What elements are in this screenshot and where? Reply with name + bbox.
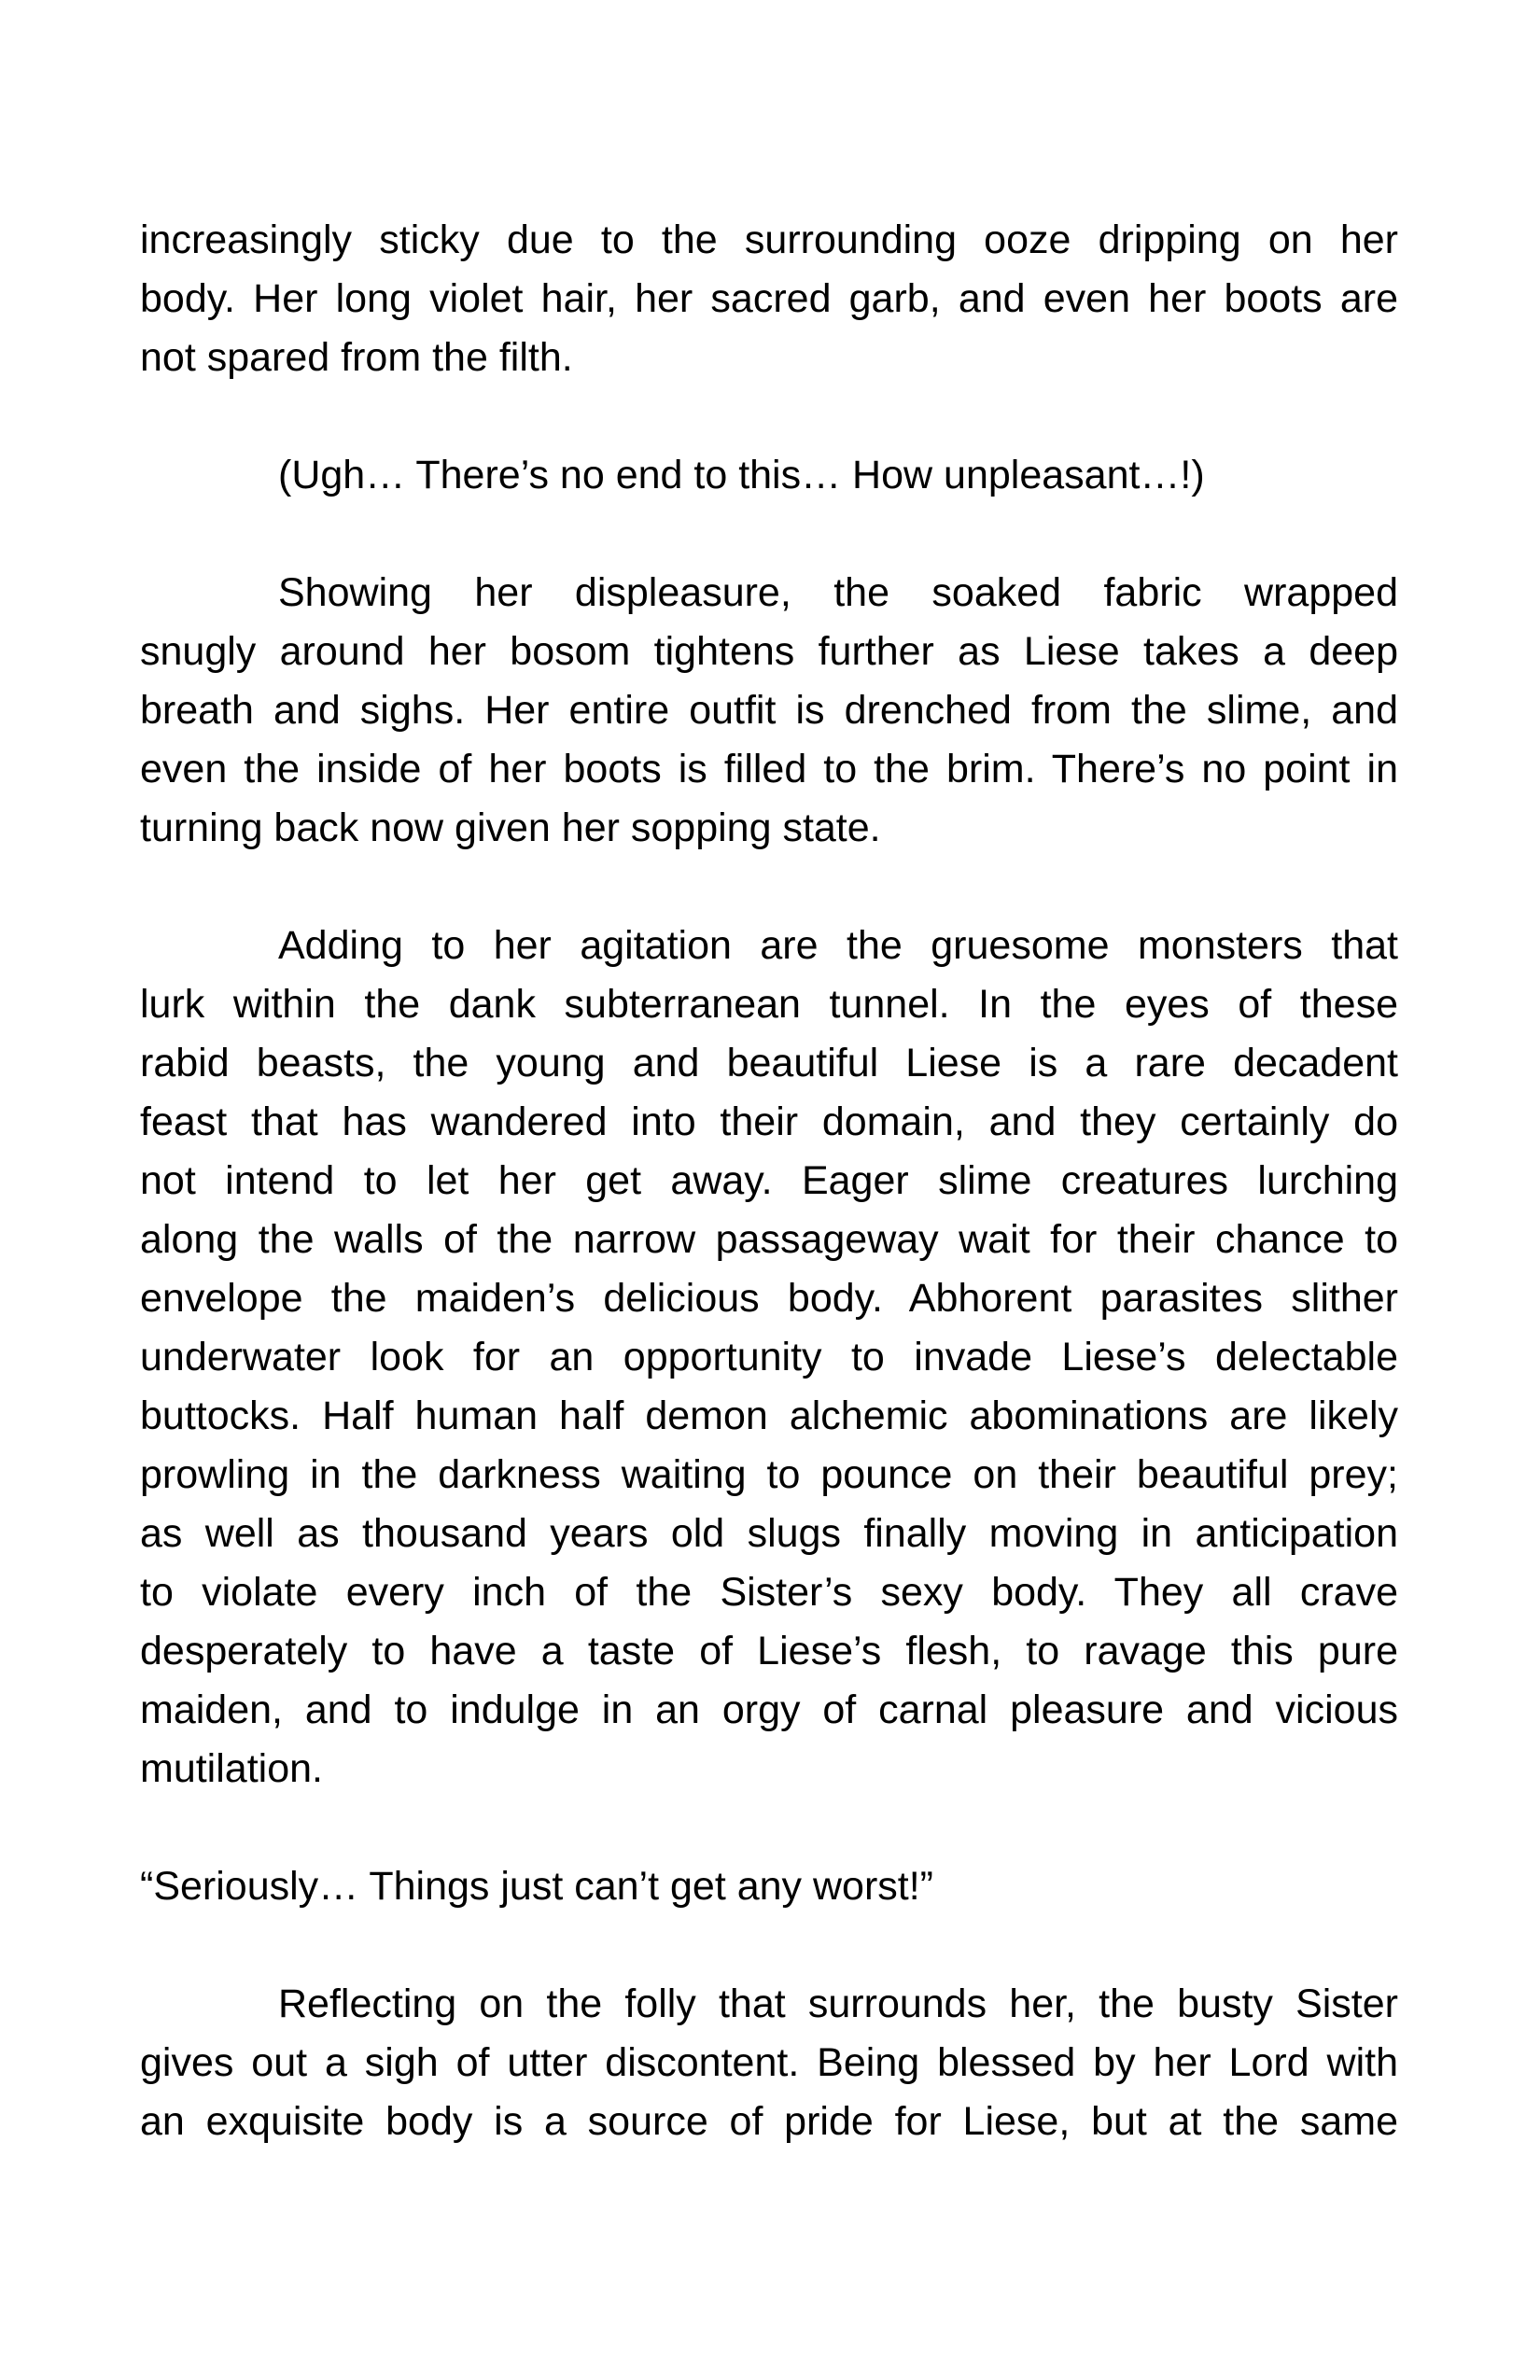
text-line: lurk within the dank subterranean tunnel. In the eyes of these bbox=[140, 982, 1398, 1027]
text-line: increasingly sticky due to the surrounding ooze dripping on her bbox=[140, 217, 1398, 262]
text-line: along the walls of the narrow passageway wait for their chance to bbox=[140, 1217, 1398, 1262]
text-line: “Seriously… Things just can’t get any worst!” bbox=[140, 1864, 933, 1909]
text-line: to violate every inch of the Sister’s sexy body. They all crave bbox=[140, 1570, 1398, 1615]
paragraph-narration bbox=[140, 917, 1398, 1799]
paragraph-narration bbox=[140, 1975, 1398, 2151]
text-line: feast that has wandered into their domain, and they certainly do bbox=[140, 1099, 1398, 1144]
text-line: not spared from the filth. bbox=[140, 335, 573, 380]
text-line: desperately to have a taste of Liese’s flesh, to ravage this pure bbox=[140, 1629, 1398, 1673]
text-line: underwater look for an opportunity to invade Liese’s delectable bbox=[140, 1335, 1398, 1379]
text-line: even the inside of her boots is filled to the brim. There’s no point in bbox=[140, 747, 1398, 791]
text-line: not intend to let her get away. Eager slime creatures lurching bbox=[140, 1158, 1398, 1203]
paragraph-dialogue bbox=[140, 1857, 1398, 1916]
text-line: Reflecting on the folly that surrounds her, the busty Sister bbox=[278, 1981, 1398, 2026]
paragraph-inner-thought bbox=[140, 446, 1398, 505]
text-line: rabid beasts, the young and beautiful Liese is a rare decadent bbox=[140, 1041, 1398, 1085]
text-line: maiden, and to indulge in an orgy of carnal pleasure and vicious bbox=[140, 1687, 1398, 1732]
text-line: prowling in the darkness waiting to pounce on their beautiful prey; bbox=[140, 1452, 1398, 1497]
text-line: body. Her long violet hair, her sacred garb, and even her boots are bbox=[140, 276, 1398, 321]
text-line: (Ugh… There’s no end to this… How unpleasant…!) bbox=[278, 453, 1205, 497]
text-line: buttocks. Half human half demon alchemic abominations are likely bbox=[140, 1393, 1398, 1438]
paragraph-narration bbox=[140, 564, 1398, 858]
text-line: gives out a sigh of utter discontent. Being blessed by her Lord with bbox=[140, 2040, 1398, 2085]
text-line: snugly around her bosom tightens further as Liese takes a deep bbox=[140, 629, 1398, 674]
text-line: Showing her displeasure, the soaked fabric wrapped bbox=[278, 570, 1398, 615]
text-line: mutilation. bbox=[140, 1746, 323, 1791]
text-line: turning back now given her sopping state. bbox=[140, 805, 881, 850]
text-line: Adding to her agitation are the gruesome monsters that bbox=[278, 923, 1398, 968]
text-line: breath and sighs. Her entire outfit is drenched from the slime, and bbox=[140, 688, 1398, 733]
paragraph-continuation bbox=[140, 211, 1398, 387]
text-line: as well as thousand years old slugs finally moving in anticipation bbox=[140, 1511, 1398, 1556]
text-line: an exquisite body is a source of pride for Liese, but at the same bbox=[140, 2099, 1398, 2144]
text-line: envelope the maiden’s delicious body. Abhorent parasites slither bbox=[140, 1276, 1398, 1321]
